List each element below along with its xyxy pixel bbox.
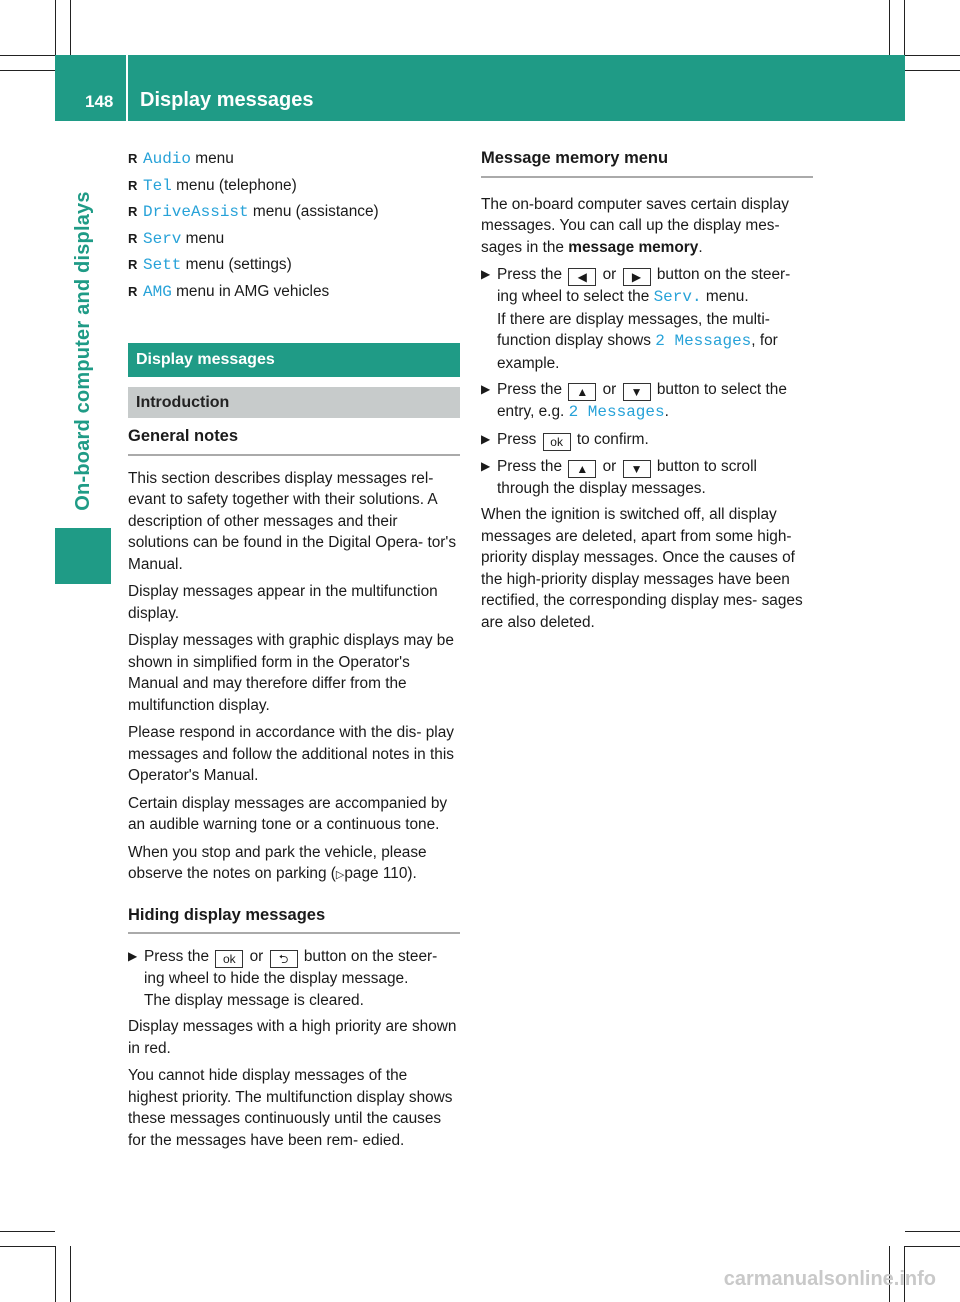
step-text: button on the steer- ing wheel to hide the display message. [144, 948, 438, 987]
instruction-step [481, 429, 813, 451]
step-text: menu. [701, 288, 749, 305]
step-result: If there are display messages, the multi- function display shows [497, 310, 770, 349]
paragraph [481, 194, 813, 259]
paragraph: This section describes display messages rel- evant to safety together with their solutions. A description of other messages and their solutions can be found in the Digital Opera- tor's Manual. [128, 469, 457, 573]
menu-code: Sett [143, 256, 182, 274]
paragraph: When the ignition is switched off, all display messages are deleted, apart from some high- priority display messages. Once the causes of the high-priority display messages have been rectified, the corresponding display mes- sages are also deleted. [481, 506, 803, 631]
side-tab [55, 121, 111, 581]
step-text: Press the [497, 457, 567, 475]
list-item: R Serv menu [128, 229, 225, 248]
step-text: or [598, 381, 621, 398]
crop-mark [0, 70, 55, 71]
menu-code: Audio [143, 150, 192, 168]
crop-mark [0, 1246, 55, 1247]
right-column [481, 148, 813, 639]
down-key-icon: ▼ [623, 383, 651, 401]
hiding-heading: Hiding display messages [128, 905, 460, 935]
crop-mark [904, 0, 905, 55]
step-text: button on the steer- ing wheel to select the [497, 266, 791, 305]
intro-text: . [698, 238, 703, 256]
header-divider [126, 55, 128, 121]
step-text: . [664, 403, 669, 420]
down-key-icon: ▼ [623, 460, 651, 478]
page-number: 148 [85, 92, 114, 111]
menu-text: menu [181, 229, 225, 247]
step-result: , for example. [497, 332, 778, 372]
crop-mark [889, 0, 890, 55]
up-key-icon: ▲ [568, 383, 596, 401]
parking-text: When you stop and park the vehicle, please observe the notes on parking ( [128, 843, 427, 882]
menu-code: DriveAssist [143, 203, 249, 221]
section-heading: Display messages [128, 343, 460, 377]
step-text: button to scroll through the display messages. [497, 457, 757, 497]
ok-key-icon: ok [215, 950, 243, 968]
step-arrow-icon: ▶ [481, 458, 491, 473]
crop-mark [905, 55, 960, 56]
instruction-step [481, 264, 813, 374]
menu-code: 2 Messages [568, 403, 665, 421]
crop-mark [70, 1246, 71, 1302]
paragraph: Display messages with a high priority are shown in red. [128, 1018, 457, 1057]
step-text: or [245, 948, 268, 965]
step-text: to confirm. [572, 430, 649, 448]
paragraph: Display messages appear in the multifunction display. [128, 583, 438, 622]
instruction-step [481, 379, 813, 424]
message-memory-heading: Message memory menu [481, 148, 813, 178]
page-ref-arrow-icon: ▷ [335, 869, 345, 881]
step-arrow-icon: ▶ [481, 382, 491, 396]
crop-mark [0, 1231, 55, 1232]
crop-mark [0, 55, 55, 56]
watermark: carmanualsonline.info [723, 1268, 936, 1290]
step-text: button to select the entry, e.g. [497, 381, 787, 420]
list-item: R AMG menu in AMG vehicles [128, 282, 330, 301]
general-notes-heading: General notes [128, 426, 460, 456]
paragraph: Display messages with graphic displays may be shown in simplified form in the Operator's Manual and may therefore differ from the multifunction display. [128, 632, 454, 714]
menu-text: menu in AMG vehicles [171, 282, 330, 300]
step-text: Press the [497, 381, 567, 398]
step-arrow-icon: ▶ [481, 431, 491, 446]
step-text: Press the [144, 948, 214, 965]
crop-mark [905, 70, 960, 71]
list-item: R Audio menu [128, 150, 234, 168]
intro-bold: message memory [568, 238, 699, 256]
crop-mark [905, 1246, 960, 1247]
side-tab-block [55, 528, 111, 584]
menu-code: Tel [143, 176, 172, 195]
page-title: Display messages [140, 89, 314, 111]
list-item: R DriveAssist menu (assistance) [128, 203, 379, 221]
left-column [128, 148, 460, 1157]
subsection-heading: Introduction [128, 387, 460, 419]
step-result: The display message is cleared. [144, 991, 364, 1009]
paragraph: Certain display messages are accompanied by an audible warning tone or a continuous tone. [128, 794, 448, 833]
page-reference[interactable]: page 110). [344, 865, 417, 882]
paragraph: Please respond in accordance with the dis- play messages and follow the additional notes in this Operator's Manual. [128, 724, 454, 784]
step-text: Press [497, 430, 541, 448]
crop-mark [905, 1231, 960, 1232]
ok-key-icon: ok [543, 433, 571, 451]
menu-code: AMG [143, 282, 172, 301]
crop-mark [55, 0, 56, 55]
instruction-step [481, 456, 813, 500]
left-key-icon: ◀ [568, 268, 596, 286]
right-key-icon: ▶ [623, 268, 651, 286]
back-key-icon: ⮌ [270, 950, 298, 968]
crop-mark [55, 1246, 56, 1302]
crop-mark [70, 0, 71, 55]
step-text: Press the [497, 266, 567, 283]
paragraph [128, 842, 460, 887]
list-item: R Sett menu (settings) [128, 256, 292, 274]
menu-text: menu (settings) [181, 256, 292, 273]
list-item: R Tel menu (telephone) [128, 176, 297, 195]
menu-text: menu (assistance) [248, 203, 379, 220]
up-key-icon: ▲ [568, 460, 596, 478]
paragraph: You cannot hide display messages of the highest priority. The multifunction display shows these messages continuously until the causes for the messages have been rem- edied. [128, 1067, 453, 1149]
menu-code: Serv [143, 229, 182, 248]
step-text: or [598, 457, 621, 475]
menu-code: 2 Messages [655, 332, 752, 350]
menu-text: menu [191, 150, 234, 167]
menu-code: Serv. [653, 288, 702, 306]
side-tab-label: On-board computer and displays [71, 191, 94, 511]
step-arrow-icon: ▶ [481, 267, 491, 281]
instruction-step [128, 946, 460, 1011]
intro-text: The on-board computer saves certain display messages. You can call up the display mes- sages in the [481, 195, 789, 256]
step-arrow-icon: ▶ [128, 949, 138, 963]
step-text: or [598, 266, 621, 283]
menu-text: menu (telephone) [171, 176, 297, 194]
